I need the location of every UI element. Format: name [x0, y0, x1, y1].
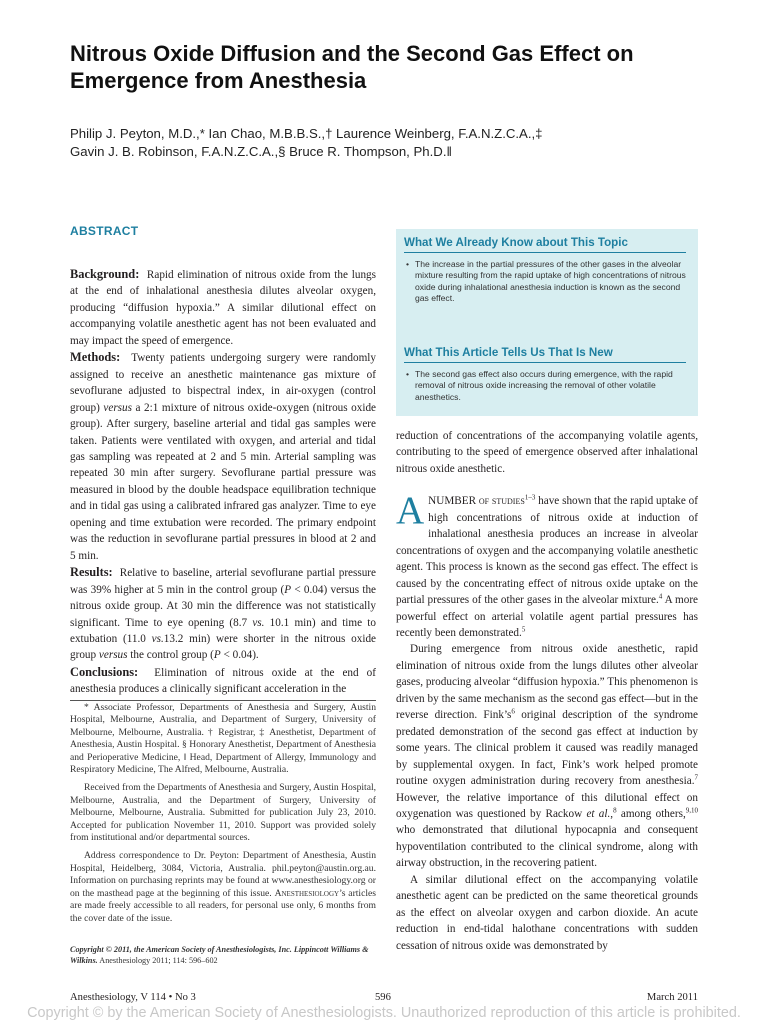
abstract-results [70, 564, 376, 664]
citation-ref: 7 [694, 773, 698, 782]
abstract-body [70, 266, 376, 698]
footnote-address [70, 850, 376, 924]
citation-ref: 5 [521, 625, 526, 634]
bullet-icon: • [406, 369, 410, 379]
abstract-heading: ABSTRACT [70, 224, 139, 238]
intro-paragraph-2: During emergence from nitrous oxide anesthetic, rapid elimination of nitrous oxide from the lungs dilutes other alveolar gases, producing alveolar “diffusion hypoxia.” This phenomenon is driven by the same mechanism as the second gas effect—but in the reverse direction. $Fink’s^6$ original description of the syndrome predated demonstration of the second gas effect at induction by some years. The clinical problem it caused was readily managed by supplemental oxygen. In fact, Fink’s work helped promote routine oxygen administration during recovery from anesthesia.$^7$ However, the relative importance of this dilutional effect on oxygenation was questioned by Rackow et al.,$^8$ among others,$^{9,10}$ who demonstrated that dilutional hypocapnia and consequent hypoventilation contributed to the clinical syndrome, along with airway obstruction, in the recovering patient. [396, 643, 698, 870]
abstract-methods [70, 349, 376, 564]
paragraph-text: During emergence from nitrous oxide anesthetic, rapid elimination of nitrous oxide from the lungs dilutes other alveolar gases, producing alveolar “diffusion hypoxia.” This phenomenon is driven by the same mechanism as the second gas effect—but in the reverse direction. Fink’s [396, 643, 698, 722]
conclusions-text: Elimination of nitrous oxide at the end of anesthesia produces a clinically significant acceleration in the [70, 666, 376, 696]
citation-ref: 9,10 [685, 806, 698, 815]
citation-text: Anesthesiology 2011; 114: 596–602 [99, 956, 218, 965]
author-line-1: Philip J. Peyton, M.D.,* Ian Chao, M.B.B.S.,† Laurence Weinberg, F.A.N.Z.C.A.,‡ [70, 126, 543, 141]
background-label: Background: [70, 267, 140, 281]
paragraph-text: among others, [620, 807, 686, 820]
methods-label: Methods: [70, 350, 121, 365]
box-bullet-new-text: The second gas effect also occurs during emergence, with the rapid removal of nitrous oxide increasing the removal of other volatile anesthetics. [415, 369, 673, 402]
paragraph-text: A more powerful effect on arterial volatile agent partial pressures has recently been demonstrated. [396, 594, 699, 639]
results-label: Results: [70, 565, 113, 580]
citation-ref: 4 [658, 592, 663, 601]
footer-page-number: 596 [375, 992, 391, 1003]
background-text: Rapid elimination of nitrous oxide from the lungs at the end of inhalational anesthesia dilutes alveolar oxygen, producing “diffusion hypoxia.” A similar dilutional effect on accompanying volatile anesthetic agent has not been evaluated and may impact the speed of emergence. [70, 269, 376, 347]
footer-journal: Anesthesiology, V 114 • No 3 [70, 992, 196, 1003]
copyright-text: Copyright © 2011, the American Society of Anesthesiologists, Inc. Lippincott Williams & Wilkins. [70, 945, 369, 965]
results-text-5: the control group ( [130, 649, 214, 662]
box-heading-known: What We Already Know about This Topic [404, 236, 686, 253]
citation-ref: 8 [613, 806, 617, 815]
paragraph-text: original description of the syndrome predated demonstration of the second gas effect at induction by some years. The clinical problem it caused was readily managed by supplemental oxygen. In fact, Fink’s work helped promote routine oxygen administration during recovery from anesthesia. [396, 709, 698, 788]
footnotes [70, 702, 376, 931]
drop-cap: A [396, 489, 425, 533]
author-list [70, 125, 710, 161]
paragraph-text: have shown that the rapid uptake of high concentrations of nitrous oxide at induction of inhalational anesthesia produces an increase in alveolar concentrations of oxygen and the accompanying volatile anesthetic agent. This process is known as the second gas effect. The effect is caused by the concentrating effect of nitrous oxide uptake on the partial pressures of the other gases in the alveolar mixture. [396, 495, 699, 607]
lead-in: NUMBER of studies [428, 495, 525, 508]
results-versus: versus [98, 649, 128, 662]
paragraph-text: However, the relative importance of this dilutional effect on oxygenation was questioned by Rackow [396, 791, 698, 820]
abstract-conclusions [70, 664, 376, 698]
copyright-notice [70, 944, 376, 966]
results-vs-2: vs. [151, 632, 164, 645]
body-text [396, 428, 698, 954]
results-p-value-2: P [213, 649, 221, 662]
article-title: Nitrous Oxide Diffusion and the Second Gas Effect on Emergence from Anesthesia [70, 41, 634, 93]
citation-ref: 6 [511, 707, 515, 716]
intro-paragraph-1 [396, 489, 699, 641]
results-text-2: < 0.04) versus the nitrous oxide group. At 30 min the difference was not statistically significant. Time to eye opening (8.7 [70, 583, 376, 629]
copyright-watermark: Copyright © by the American Society of Anesthesiologists. Unauthorized reproduction of this article is prohibited. [27, 1005, 741, 1021]
et-al: et al. [586, 807, 611, 820]
key-points-box [396, 229, 698, 416]
citation-ref: 1–3 [524, 493, 536, 502]
footnote-affiliations: * Associate Professor, Departments of Anesthesia and Surgery, Austin Hospital, Melbourne, Australia, and Department of Surgery, University of Melbourne, Melbourne, Australia. † Registrar, ‡ Anesthetist, Department of Anesthesia, Austin Hospital. § Honorary Anesthetist, Department of Anesthesia and Perioperative Medicine, ‖ Head, Department of Allergy, Immunology and Respiratory Medicine, The Alfred, Melbourne, Australia. [70, 702, 376, 776]
intro-paragraph-3: A similar dilutional effect on the accompanying volatile anesthetic agent can be predicted on the same theoretical grounds as the effect on alveolar oxygen and carbon dioxide. An acute reduction in end-tidal halothane concentrations with sudden cessation of nitrous oxide was demonstrated by [396, 873, 698, 952]
footnote-received: Received from the Departments of Anesthesia and Surgery, Austin Hospital, Melbourne, Australia, and the Department of Surgery, University of Melbourne, Melbourne, Australia. Submitted for publication July 23, 2010. Accepted for publication November 11, 2010. Support was provided solely from institutional and/or departmental sources. [70, 782, 377, 844]
box-bullet-known [404, 259, 686, 305]
address-text: Address correspondence to Dr. Peyton: Department of Anesthesia, Austin Hospital, Heidelberg, 3084, Victoria, Australia. phil.peyton@austin.org.au. Information on purchasing reprints may be found at www.anesthesiology.org or on the masthead page at the beginning of this issue. [70, 850, 376, 899]
paragraph-text: who demonstrated that dilutional hypocapnia and consequent hypoventilation contributed to the clinical syndrome, along with airway obstruction, in the recovering patient. [396, 824, 698, 870]
footnote-divider [70, 700, 376, 701]
results-p-value: P [284, 583, 292, 596]
results-text-4: 13.2 min) were shorter in the nitrous oxide group [70, 632, 377, 662]
continuation-paragraph: reduction of concentrations of the accompanying volatile agents, contributing to the speed of emergence observed after inhalational nitrous oxide anesthetic. [396, 430, 698, 475]
methods-text: Twenty patients undergoing surgery were randomly assigned to receive an anesthetic maintenance gas mixture of sevoflurane adjusted to bispectral index, in air-oxygen (control group) [70, 352, 376, 414]
conclusions-label: Conclusions: [70, 664, 139, 679]
results-text-3: 10.1 min) and time to extubation (11.0 [70, 616, 376, 645]
results-vs: vs. [252, 616, 265, 629]
methods-text-2: a 2:1 mixture of nitrous oxide-oxygen (nitrous oxide group). After surgery, baseline arterial and tidal gas samples were taken. Patients were ventilated with oxygen, and arterial and tidal gas sampling was repeated at 2 and 5 min. Arterial sampling was repeated 30 min after surgery. Sevoflurane partial pressure was measured in blood by the double headspace equilibration technique and in tidal gas using a calibrated infrared gas analyzer. Time to eye opening and time extubation were recorded. The primary endpoint was the reduction in sevoflurane partial pressures in blood at 2 and 5 min. [70, 401, 377, 562]
box-bullet-new [404, 369, 686, 403]
box-bullet-known-text: The increase in the partial pressures of the other gases in the alveolar mixture resulting from the rapid uptake of high concentrations of nitrous oxide during inhalational anesthesia induction is known as the second gas effect. [415, 259, 686, 304]
address-text-2: ’s articles are made freely accessible to all readers, for personal use only, 6 months from the cover date of the issue. [70, 887, 377, 924]
address-journal: Anesthesiology [274, 887, 340, 899]
box-heading-new: What This Article Tells Us That Is New [404, 346, 686, 363]
bullet-icon: • [406, 259, 410, 269]
author-line-2: Gavin J. B. Robinson, F.A.N.Z.C.A.,§ Bruce R. Thompson, Ph.D.‖ [70, 144, 452, 159]
footer-date: March 2011 [646, 992, 698, 1003]
results-text-6: < 0.04). [223, 649, 259, 662]
results-text: Relative to baseline, arterial sevoflurane partial pressure was 39% higher at 5 min in the control group ( [70, 567, 377, 596]
abstract-background [70, 266, 376, 349]
methods-versus: versus [103, 401, 132, 414]
